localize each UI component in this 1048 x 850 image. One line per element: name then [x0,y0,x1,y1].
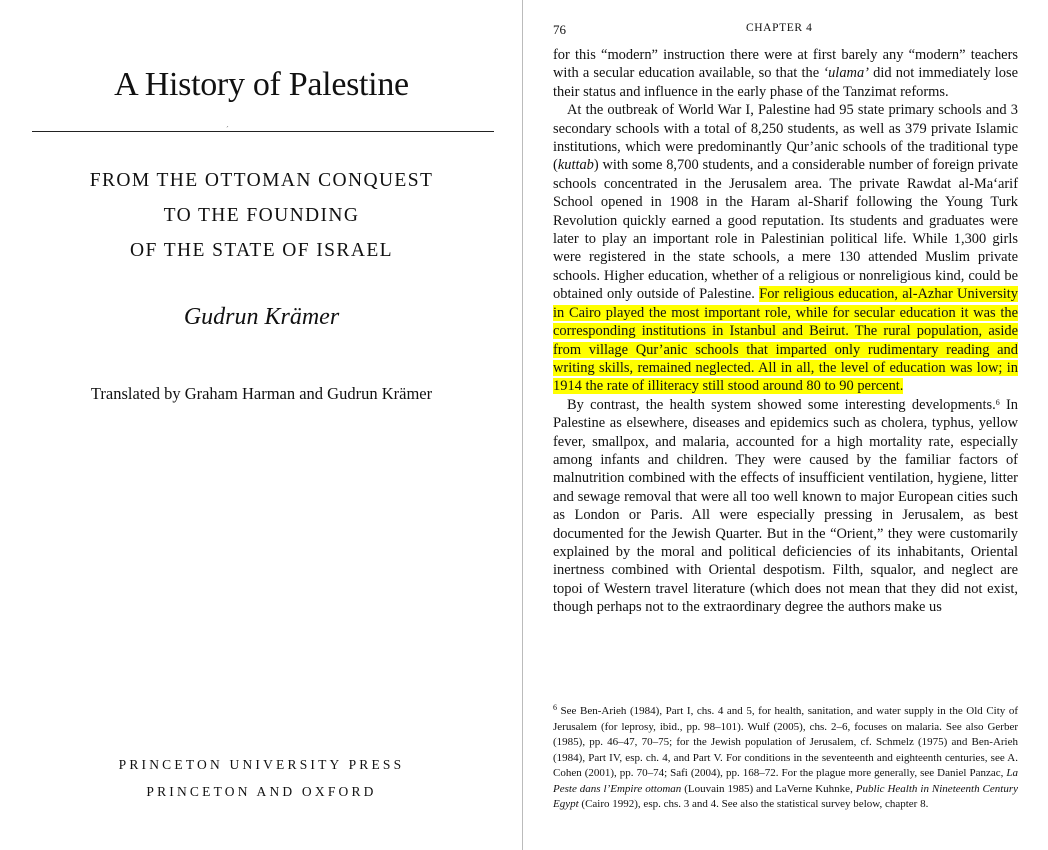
subtitle-line-2: TO THE FOUNDING [163,205,360,226]
subtitle-line-3: OF THE STATE OF ISRAEL [130,240,393,261]
left-page-title-page [0,0,523,850]
right-page-text [524,0,1048,850]
paragraph-1: for this “modern” instruction there were at first barely any “modern” teachers with a secular education available, so that the ‘ulama’ did not immediately lose their status and influence in the early phase of the Tanzimat reforms. [553,47,1018,100]
footnote: $^6$ See Ben-Arieh (1984), Part I, chs. 4 and 5, for health, sanitation, and water supply in the Old City of Jerusalem (for leprosy, ibid., pp. 98–101). Wulf (2005), chs. 2–6, focuses on malaria. See also Gerber (1985), pp. 46–47, 70–75; for the Jewish population of Jerusalem, cf. Schmelz (1975) and Ben-Arieh (1984), Part IV, esp. ch. 4, and Part V. For conditions in the seventeenth and eighteenth centuries, see A. Cohen (2001), pp. 70–74; Safi (2004), pp. 168–72. For the plague more generally, see Daniel Panzac, La Peste dans l’Empire ottoman (Louvain 1985) and LaVerne Kuhnke, Public Health in Nineteenth Century Egypt (Cairo 1992), esp. chs. 3 and 4. See also the statistical survey below, chapter 8. [553,703,1018,810]
footnote-number: 6 [553,703,557,712]
subtitle-line-1: FROM THE OTTOMAN CONQUEST [89,170,434,191]
body-text [553,46,1018,617]
highlighted-passage: For religious education, al-Azhar University in Cairo played the most important role, while for secular education it was the corresponding institutions in Istanbul and Beirut. The rural population, aside from village Qur’anic schools that imparted only rudimentary reading and writing skills, remained neglected. All in all, the level of education was low; in 1914 the rate of illiteracy still stood around 80 to 90 percent. [553,286,1018,395]
book-title: A History of Palestine [114,66,409,103]
paragraph-3: By contrast, the health system showed some interesting developments.$^6$ In Palestine as elsewhere, diseases and epidemics such as cholera, typhus, yellow fever, smallpox, and malaria, accounted for a high mortality rate, especially among infants and children. They were caused by the familiar factors of malnutrition combined with the effects of insufficient ventilation, hygiene, litter and sewage removal that were all too well known to major European cities such as London or Paris. All were especially pressing in Jerusalem, as best documented for the Jewish Quarter. But in the “Orient,” they were customarily explained by the moral and political deficiencies of its inhabitants, Oriental inertness combined with Oriental despotism. Filth, squalor, and neglect are topoi of Western travel literature (which does not mean that they did not exist, though perhaps not to the extraordinary degree the authors make us [553,396,1018,616]
footnote-reference: 6 [995,397,1000,407]
paragraph-2: At the outbreak of World War I, Palestine had 95 state primary schools and 3 secondary schools with a total of 8,250 students, as well as 379 private Islamic institutions, which were predominantly Qur’anic schools of the traditional type (kuttab) with some 8,700 students, and a considerable number of foreign private schools concentrated in the Jerusalem area. The private Rawdat al-Ma‘arif School opened in 1908 in the Haram al-Sharif following the Young Turk Revolution quickly earned a good reputation. Its students and graduates were later to play an important role in Palestinian political life. While 1,300 girls were registered in the state schools, a mere 130 attended Muslim private schools. Higher education, whether of a religious or nonreligious kind, could be obtained only outside of Palestine. For religious education, al-Azhar University in Cairo played the most important role, while for secular education it was the corresponding institutions in Istanbul and Beirut. The rural population, aside from village Qur’anic schools that imparted only rudimentary reading and writing skills, remained neglected. All in all, the level of education was low; in 1914 the rate of illiteracy still stood around 80 to 90 percent. [553,102,1018,395]
publisher-line-2: PRINCETON AND OXFORD [146,784,377,799]
page-number: 76 [553,22,566,37]
rule-mark: ´ [226,125,229,134]
title-rule [32,131,494,132]
author-name: Gudrun Krämer [183,304,340,330]
publisher-line-1: PRINCETON UNIVERSITY PRESS [118,757,405,772]
running-head: CHAPTER 4 [746,22,813,34]
translator-credit: Translated by Graham Harman and Gudrun Krämer [90,384,433,403]
